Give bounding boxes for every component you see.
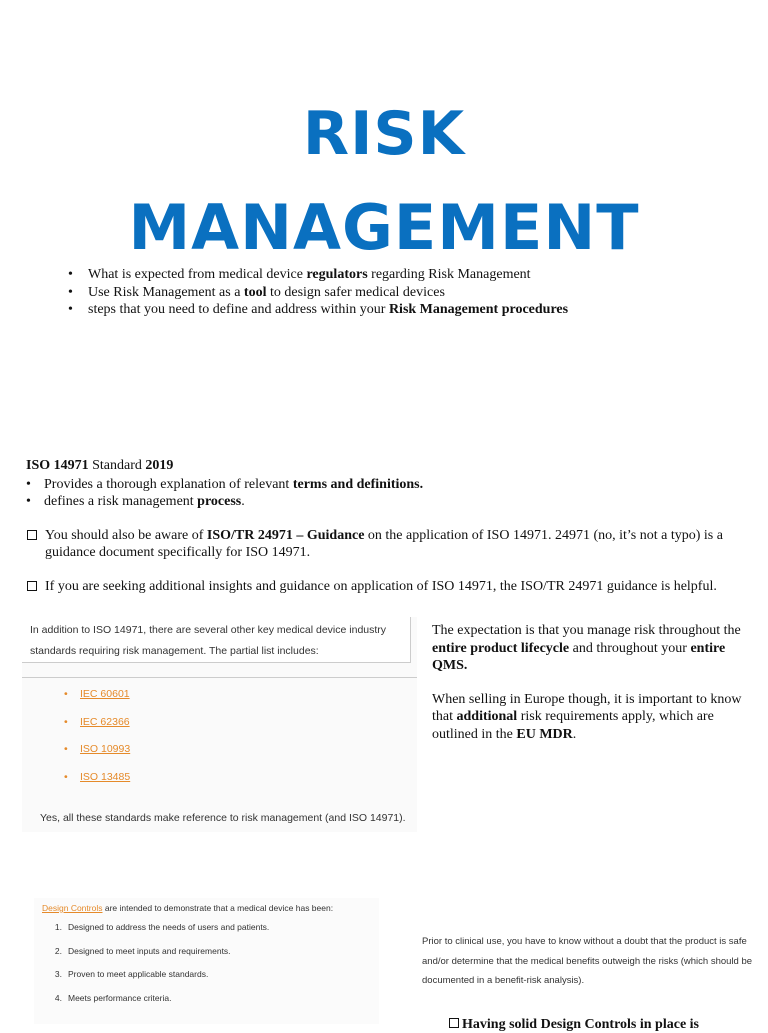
iso-14971-section bbox=[26, 457, 746, 595]
list-item: 1 . Designed to address the needs of users and patients. bbox=[40, 916, 269, 940]
standard-link[interactable]: • ISO 10993 bbox=[64, 736, 130, 764]
checkbox-square-icon bbox=[449, 1018, 459, 1028]
guidance-note: You should also be aware of ISO/TR 24971 – Guidance on the application of ISO 14971. 24971 (no, it’s not a typo) is a guidance document specifically for ISO 14971. bbox=[26, 527, 746, 562]
standard-link[interactable]: • IEC 60601 bbox=[64, 681, 130, 709]
expectation-text bbox=[432, 622, 752, 759]
intro-bullet: • Use Risk Management as a tool to design safer medical devices bbox=[68, 284, 568, 302]
list-item: 2 . Designed to meet inputs and requirements. bbox=[40, 940, 269, 964]
list-item: 4 . Meets performance criteria. bbox=[40, 987, 269, 1011]
standards-intro: In addition to ISO 14971, there are several other key medical device industry standards requiring risk management. The partial list includes: bbox=[22, 617, 411, 663]
iso-bullet-list bbox=[26, 476, 746, 511]
iso-heading: ISO 14971 Standard 2019 bbox=[26, 458, 174, 473]
clinical-use-text: Prior to clinical use, you have to know without a doubt that the product is safe and/or determine that the medical benefits outweigh the risks (which should be documented in a benefit-risk analysis). bbox=[422, 936, 753, 986]
standards-list bbox=[64, 681, 130, 791]
iso-bullet: • Provides a thorough explanation of relevant terms and definitions. bbox=[26, 476, 746, 494]
design-controls-intro: Design Controls are intended to demonstrate that a medical device has been: bbox=[42, 903, 334, 913]
lifecycle-paragraph: The expectation is that you manage risk throughout the entire product lifecycle and throughout your entire QMS. bbox=[432, 623, 741, 673]
design-controls-list bbox=[40, 916, 269, 1010]
title-line-1: RISK bbox=[302, 99, 466, 169]
list-item: 3 . Proven to meet applicable standards. bbox=[40, 963, 269, 987]
intro-bullet-list bbox=[68, 266, 568, 319]
design-controls-screenshot bbox=[34, 898, 379, 1024]
eu-mdr-paragraph: When selling in Europe though, it is important to know that additional risk requirements apply, which are outlined in the EU MDR. bbox=[432, 691, 742, 742]
standard-link[interactable]: • ISO 13485 bbox=[64, 764, 130, 792]
intro-bullet: • steps that you need to define and address within your Risk Management procedures bbox=[68, 301, 568, 319]
clipped-heading: Having solid Design Controls in place is bbox=[449, 1017, 699, 1033]
intro-bullet: • What is expected from medical device regulators regarding Risk Management bbox=[68, 266, 568, 284]
insights-note: If you are seeking additional insights and guidance on application of ISO 14971, the ISO/TR 24971 guidance is helpful. bbox=[26, 578, 746, 596]
title-line-2: MANAGEMENT bbox=[128, 191, 640, 264]
standards-screenshot bbox=[22, 617, 417, 832]
standards-footer: Yes, all these standards make reference to risk management (and ISO 14971). bbox=[40, 812, 406, 824]
standard-link[interactable]: • IEC 62366 bbox=[64, 709, 130, 737]
checkbox-square-icon bbox=[27, 581, 37, 591]
design-controls-link[interactable]: Design Controls bbox=[42, 903, 103, 913]
checkbox-square-icon bbox=[27, 530, 37, 540]
divider bbox=[22, 677, 417, 678]
iso-bullet: • defines a risk management process. bbox=[26, 493, 746, 511]
